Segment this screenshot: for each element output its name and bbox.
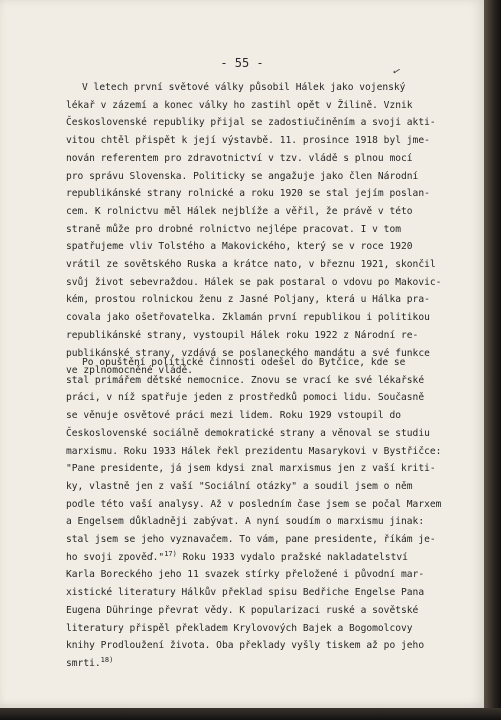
text-line: ky, vlastně jen z vaší "Sociální otázky" a soudil jsem o něm <box>66 480 413 492</box>
text-line: Karla Boreckého jeho 11 svazek stírky přeložené i původní mar- <box>66 569 425 581</box>
text-line: republikánské strany, vystoupil Hálek roku 1922 z Národní re- <box>66 329 419 341</box>
text-line: Československé sociálně demokratické strany a věnoval se studiu <box>66 427 430 439</box>
text-line: se věnuje osvětové práci mezi lidem. Roku 1929 vstoupil do <box>66 410 402 422</box>
text-line: literatury přispěl překladem Krylovových Bajek a Bogomolcovy <box>66 622 413 634</box>
text-line: "Pane presidente, já jsem kdysi znal marxismus jen z vaší kriti- <box>66 463 436 475</box>
text-line: V letech první světové války působil Hálek jako vojenský <box>82 82 406 93</box>
text-segment: ho svoji zpověď." <box>66 551 165 563</box>
text-line: práci, v níž spatřuje jeden z prostředků pomoci lidu. Současně <box>66 392 425 404</box>
footnote-17: 17) <box>164 549 177 558</box>
text-line: svůj život sebevraždou. Hálek se pak postaral o vdovu po Makovic- <box>66 276 442 288</box>
text-line: vitou chtěl přispět k její výstavbě. 11. prosince 1918 byl jme- <box>66 135 430 147</box>
text-line: marxismu. Roku 1933 Hálek řekl prezidentu Masarykovi v Bystřičce: <box>66 445 442 457</box>
text-line: xistické literatury Hálkův překlad spisu Bedřiche Engelse Pana <box>66 587 425 599</box>
text-line: kém, prostou rolnickou ženu z Jasné Poljany, která u Hálka pra- <box>66 294 430 306</box>
text-line: stal primářem dětské nemocnice. Znovu se vrací ke své lékařské <box>66 374 425 386</box>
text-line <box>66 549 446 567</box>
text-segment: smrti. <box>66 657 101 669</box>
text-line: republikánské strany rolnické a roku 1920 se stal jejím poslan- <box>66 188 430 200</box>
paragraph-2 <box>66 354 446 673</box>
margin-tick-mark: ✓ <box>390 63 403 79</box>
text-line: straně může pro drobné rolnictvo nejlépe pracovat. I v tom <box>66 223 402 235</box>
footnote-18: 18) <box>100 655 114 664</box>
text-line: Po opuštění politické činnosti odešel do Bytčice, kde se <box>82 357 406 368</box>
text-line: knihy Prodloužení života. Oba překlady vyšly tiskem až po jeho <box>66 640 425 652</box>
book-spine-edge <box>484 0 501 720</box>
text-line: nován referentem pro zdravotnictví v tzv. vládě s plnou mocí <box>66 152 413 164</box>
text-line: covala jako ošetřovatelka. Zklamán první republikou i politikou <box>66 312 430 324</box>
text-line: publikánské strany, vzdává se poslaneckého mandátu a své funkce <box>66 347 430 359</box>
text-line: pro správu Slovenska. Politicky se angažuje jako člen Národní <box>66 170 419 182</box>
text-line: a Engelsem důkladněji zabývat. A nyní soudím o marxismu jinak: <box>66 516 425 528</box>
text-line <box>66 655 446 673</box>
text-line: lékař v zázemí a konec války ho zastihl opět v Žilině. Vznik <box>66 99 413 111</box>
text-line: ve zplnomocněné vládě. <box>66 365 194 377</box>
text-segment: Roku 1933 vydalo pražské nakladatelství <box>176 551 408 563</box>
text-line: vrátil ze sovětského Ruska a krátce nato, v březnu 1921, skončil <box>66 259 436 271</box>
text-line: podle této vaší analysy. Až v posledním čase jsem se počal Marxem <box>66 498 442 510</box>
text-line: stal jsem se jeho vyznavačem. To vám, pane presidente, říkám je- <box>66 534 436 546</box>
text-line: spatřujeme vliv Tolstého a Makovického, který se v roce 1920 <box>66 241 413 253</box>
text-line: Československé republiky přijal se zadostiučiněním a svoji akti- <box>66 117 436 129</box>
page-number: - 55 - <box>220 56 264 70</box>
text-line: cem. K rolnictvu měl Hálek nejblíže a věřil, že právě v této <box>66 205 413 217</box>
scan-bottom-edge <box>0 708 501 720</box>
text-line: Eugena Dühringe převrat vědy. K popularizaci ruské a sovětské <box>66 604 419 616</box>
paragraph-1 <box>66 79 446 380</box>
